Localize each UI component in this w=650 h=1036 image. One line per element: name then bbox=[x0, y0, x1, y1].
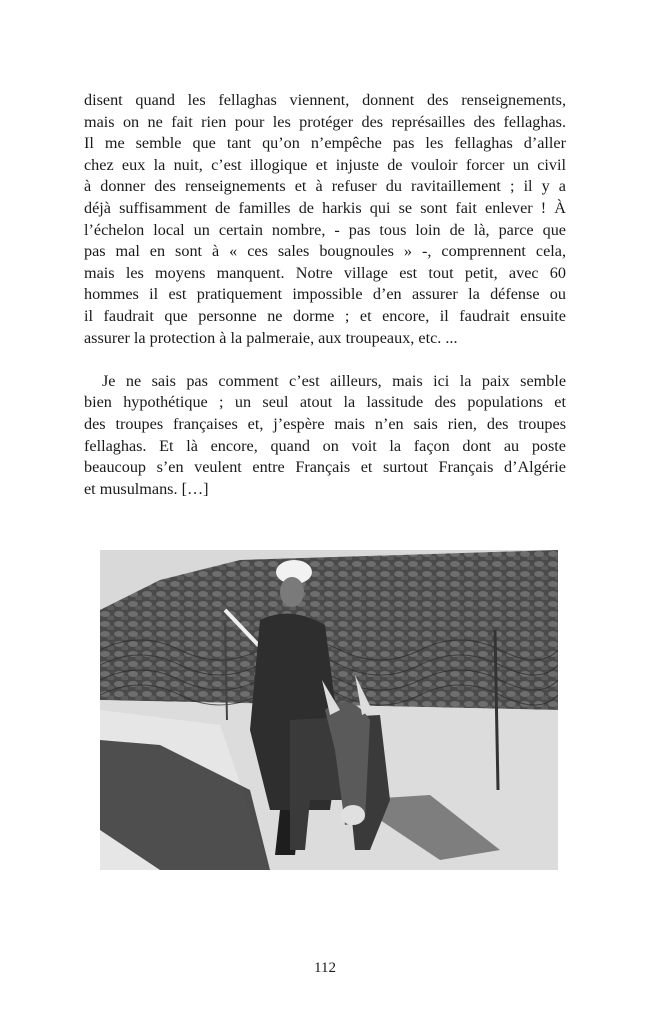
text-line: chez eux la nuit, c’est illogique et injuste de vouloir forcer un civil bbox=[84, 155, 566, 174]
text-line: beaucoup s’en veulent entre Français et surtout Français d’Algérie bbox=[84, 458, 566, 477]
photo-man-with-donkey bbox=[100, 550, 558, 870]
page-number: 112 bbox=[314, 960, 336, 976]
paragraph-1 bbox=[84, 90, 566, 349]
text-line: fellaghas. Et là encore, quand on voit la façon dont au poste bbox=[84, 436, 566, 455]
text-line: Il me semble que tant qu’on n’empêche pas les fellaghas d’aller bbox=[84, 134, 566, 153]
text-line: bien hypothétique ; un seul atout la lassitude des populations et bbox=[84, 393, 566, 412]
text-line: mais on ne fait rien pour les protéger des représailles des fellaghas. bbox=[84, 112, 566, 131]
paragraph-2 bbox=[84, 371, 566, 501]
text-line: Je ne sais pas comment c’est ailleurs, mais ici la paix semble bbox=[102, 371, 566, 390]
text-line: déjà suffisamment de familles de harkis qui se sont fait enlever ! À bbox=[84, 198, 566, 217]
text-line: assurer la protection à la palmeraie, aux troupeaux, etc. ... bbox=[84, 328, 458, 347]
text-line: à donner des renseignements et à refuser du ravitaillement ; il y a bbox=[84, 177, 566, 196]
text-line: mais les moyens manquent. Notre village est tout petit, avec 60 bbox=[84, 263, 566, 282]
text-line: il faudrait que personne ne dorme ; et encore, il faudrait ensuite bbox=[84, 306, 566, 325]
paragraph-gap bbox=[84, 349, 566, 371]
text-line: disent quand les fellaghas viennent, donnent des renseignements, bbox=[84, 91, 566, 109]
photo-illustration bbox=[100, 550, 558, 870]
text-line: des troupes françaises et, j’espère mais n’en sais rien, des troupes bbox=[84, 414, 566, 433]
text-line: et musulmans. […] bbox=[84, 479, 209, 498]
text-line: hommes il est pratiquement impossible d’en assurer la défense ou bbox=[84, 285, 566, 304]
text-line: pas mal en sont à « ces sales bougnoules » -, comprennent cela, bbox=[84, 242, 566, 261]
text-line: l’échelon local un certain nombre, - pas tous loin de là, parce que bbox=[84, 220, 566, 239]
body-text bbox=[84, 90, 566, 500]
